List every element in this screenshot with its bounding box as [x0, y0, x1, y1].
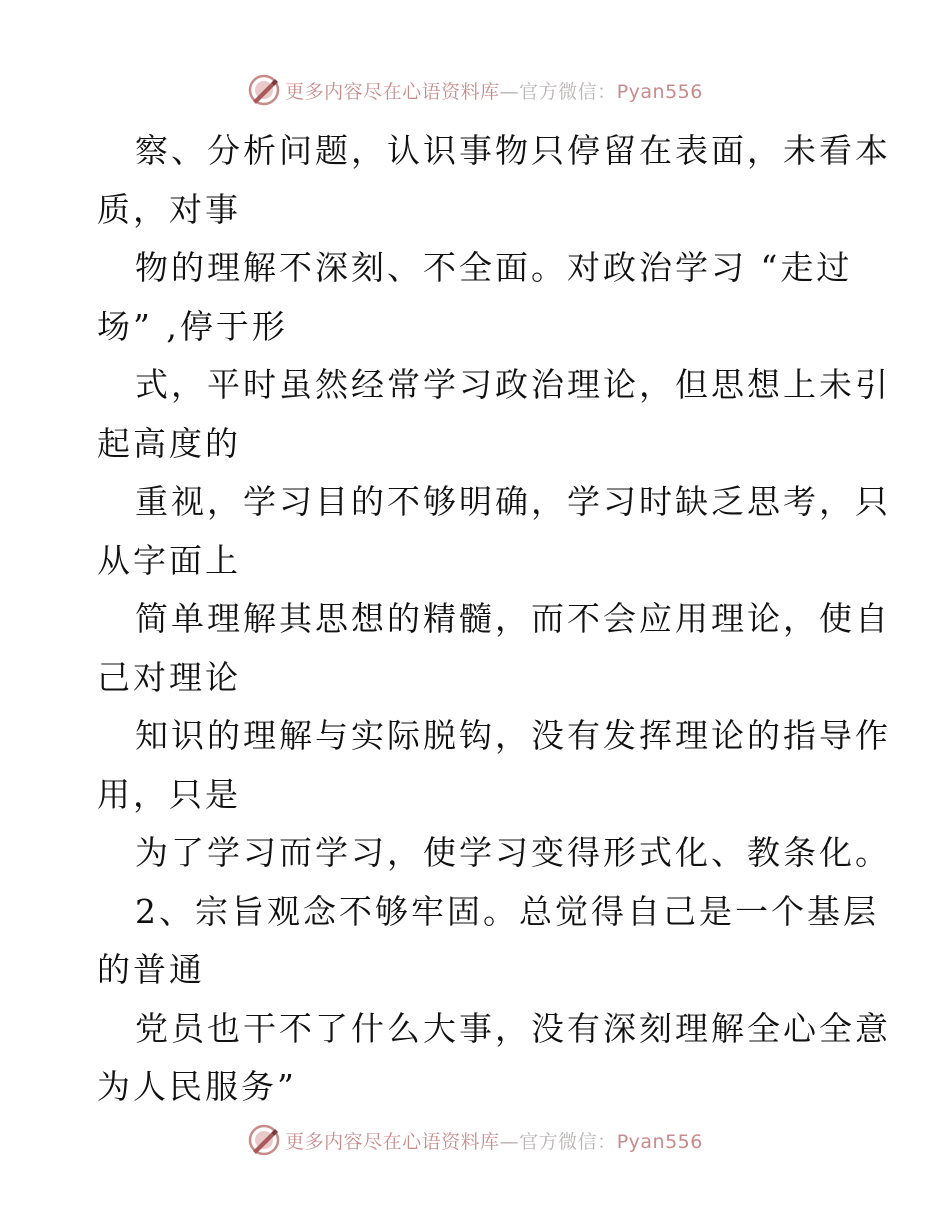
text-line: 为了学习而学习，使学习变得形式化、教条化。 — [135, 833, 891, 872]
text-line: 党员也干不了什么大事，没有深刻理解全心全意 — [135, 1008, 891, 1048]
document-body — [97, 122, 891, 1117]
text-line: 察、分析问题，认识事物只停留在表面，未看本 — [135, 131, 891, 170]
text-line: 为人民服务” — [97, 1067, 297, 1106]
text-line: 质，对事 — [97, 189, 241, 229]
banner-main-text: 更多内容尽在心语资料库 — [285, 80, 500, 103]
text-line: 的普通 — [97, 950, 205, 989]
banner-separator-text: —官方微信： — [499, 80, 617, 103]
banner-wechat-id: Pyan556 — [616, 80, 703, 103]
text-line: 用，只是 — [97, 774, 241, 814]
banner-text — [285, 77, 703, 104]
banner-text — [285, 1127, 703, 1154]
header-banner — [0, 70, 950, 110]
text-line: 从字面上 — [97, 540, 241, 580]
banner-separator-text: —官方微信： — [499, 1130, 617, 1153]
text-line: 简单理解其思想的精髓，而不会应用理论，使自 — [135, 599, 891, 638]
text-line: 物的理解不深刻、不全面。对政治学习 “走过 — [135, 248, 853, 287]
text-line: 己对理论 — [97, 657, 241, 697]
banner-wechat-id: Pyan556 — [616, 1130, 703, 1153]
footer-banner — [0, 1120, 950, 1160]
text-line: 场” ,停于形 — [97, 306, 288, 346]
text-line: 式，平时虽然经常学习政治理论，但思想上未引 — [135, 365, 891, 404]
banner-main-text: 更多内容尽在心语资料库 — [285, 1130, 500, 1153]
text-line: 知识的理解与实际脱钩，没有发挥理论的指导作 — [135, 716, 891, 755]
text-line: 起高度的 — [97, 423, 241, 463]
text-line: 重视，学习目的不够明确，学习时缺乏思考，只 — [135, 482, 891, 521]
pen-seal-icon — [247, 73, 281, 107]
text-line: 2、宗旨观念不够牢固。总觉得自己是一个基层 — [135, 891, 879, 931]
pen-seal-icon — [247, 1123, 281, 1157]
